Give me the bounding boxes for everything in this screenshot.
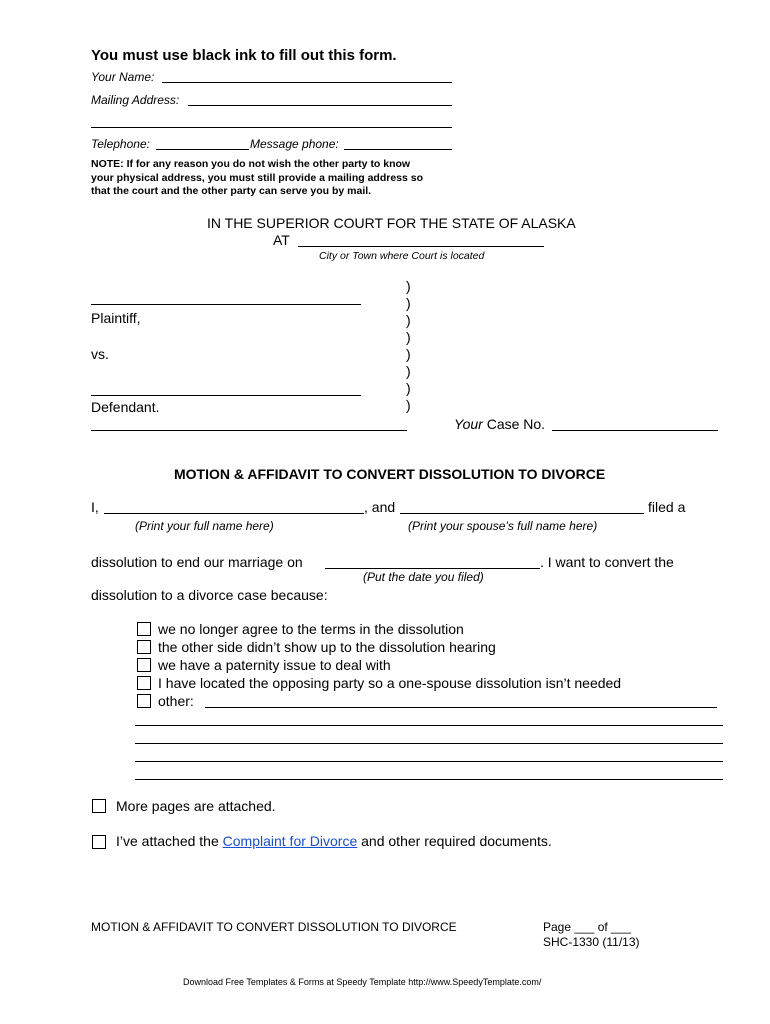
other-reason-line[interactable] [135,743,723,744]
plaintiff-label: Plaintiff, [91,310,141,326]
other-reason-line[interactable] [135,725,723,726]
case-no-your: Your [454,416,483,432]
reason-checkbox-terms[interactable] [137,622,151,636]
defendant-label: Defendant. [91,399,160,415]
because-label: dissolution to a divorce case because: [91,587,328,603]
other-reason-line[interactable] [135,779,723,780]
reason-label: the other side didn’t show up to the dissolution hearing [158,639,496,655]
vs-label: vs. [91,346,109,362]
more-pages-checkbox[interactable] [92,799,106,813]
more-pages-label: More pages are attached. [116,798,276,814]
reason-label: other: [158,693,194,709]
convert-label: . I want to convert the [540,554,674,570]
defendant-name-field[interactable] [91,395,361,396]
footer-form-name: MOTION & AFFIDAVIT TO CONVERT DISSOLUTION TO DIVORCE [91,920,457,934]
caption-paren: ) [406,397,411,413]
other-reason-field[interactable] [205,707,717,708]
telephone-label: Telephone: [91,137,150,151]
dissolution-label: dissolution to end our marriage on [91,554,303,570]
caption-bottom-line [91,430,407,431]
filed-date-field[interactable] [325,568,540,569]
footer-page-label: Page ___ of ___ [543,920,632,934]
filed-label: filed a [648,499,686,515]
caption-paren: ) [406,312,411,328]
attached-complaint-checkbox[interactable] [92,835,106,849]
note-line: that the court and the other party can serve you by mail. [91,185,372,197]
complaint-for-divorce-link[interactable]: Complaint for Divorce [222,833,358,849]
court-at-label: AT [273,232,290,248]
your-full-name-field[interactable] [104,513,364,514]
reason-label: we have a paternity issue to deal with [158,657,391,673]
court-title: IN THE SUPERIOR COURT FOR THE STATE OF ALASKA [207,215,576,231]
city-caption: City or Town where Court is located [319,250,485,262]
reason-checkbox-no-show[interactable] [137,640,151,654]
caption-paren: ) [406,295,411,311]
attached-prefix: I’ve attached the [116,833,219,849]
spouse-full-name-field[interactable] [400,513,644,514]
plaintiff-name-field[interactable] [91,304,361,305]
court-city-field[interactable] [298,246,544,247]
your-name-label: Your Name: [91,70,155,84]
attached-suffix: and other required documents. [361,833,552,849]
caption-paren: ) [406,278,411,294]
telephone-field[interactable] [156,149,249,150]
reason-checkbox-paternity[interactable] [137,658,151,672]
message-phone-field[interactable] [344,149,452,150]
other-reason-line[interactable] [135,761,723,762]
caption-paren: ) [406,363,411,379]
message-phone-label: Message phone: [250,137,339,151]
download-notice: Download Free Templates & Forms at Speedy Template http://www.SpeedyTemplate.com/ [183,977,542,987]
reason-checkbox-located-party[interactable] [137,676,151,690]
note-line: your physical address, you must still provide a mailing address so [91,171,424,184]
reason-label: I have located the opposing party so a one-spouse dissolution isn’t needed [158,675,622,691]
footer-form-code: SHC-1330 (11/13) [543,935,640,949]
and-label: , and [364,499,396,515]
print-name-hint: (Print your full name here) [135,519,274,533]
case-number-label [454,416,545,432]
caption-paren: ) [406,346,411,362]
attached-documents-label [116,833,552,849]
mailing-address-field[interactable] [188,105,452,106]
caption-paren: ) [406,329,411,345]
caption-paren: ) [406,380,411,396]
reason-checkbox-other[interactable] [137,694,151,708]
form-title: MOTION & AFFIDAVIT TO CONVERT DISSOLUTION TO DIVORCE [174,466,606,482]
mailing-address-field-2[interactable] [91,127,452,128]
your-name-field[interactable] [162,82,452,83]
case-number-field[interactable] [552,430,718,431]
date-hint: (Put the date you filed) [363,570,484,584]
address-note [91,158,423,199]
mailing-address-label: Mailing Address: [91,93,180,107]
i-label: I, [91,499,99,515]
print-spouse-hint: (Print your spouse’s full name here) [408,519,598,533]
reason-label: we no longer agree to the terms in the dissolution [158,621,464,637]
ink-notice: You must use black ink to fill out this form. [91,47,397,64]
case-no-text: Case No. [486,416,546,432]
note-line: NOTE: If for any reason you do not wish the other party to know [91,158,411,170]
